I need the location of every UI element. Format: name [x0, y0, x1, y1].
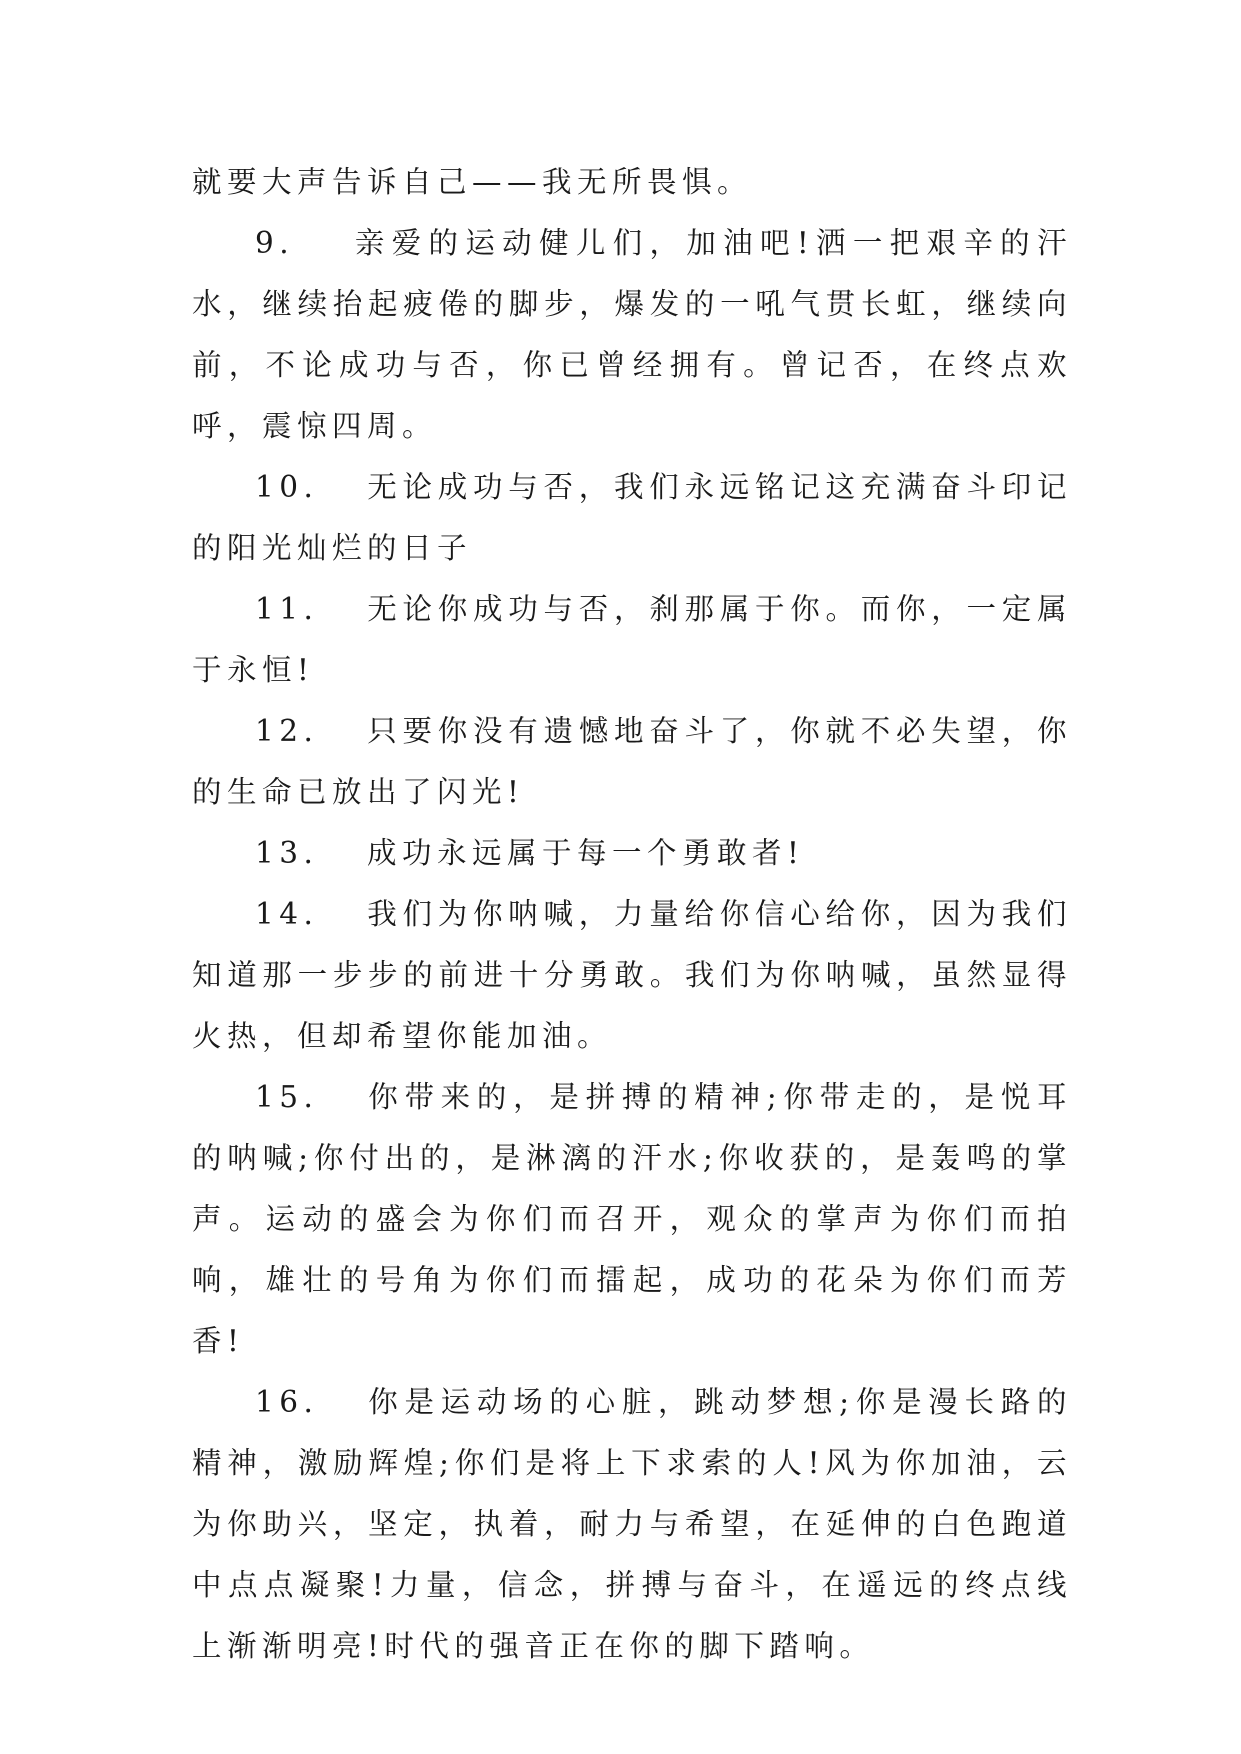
list-item-15	[192, 1067, 1072, 1372]
item-text: 亲爱的运动健儿们，加油吧!洒一把艰辛的汗水，继续抬起疲倦的脚步，爆发的一吼气贯长虹，继续向前，不论成功与否，你已曾经拥有。曾记否，在终点欢呼，震惊四周。	[192, 226, 1072, 443]
lead-line: 就要大声告诉自己——我无所畏惧。	[192, 165, 753, 199]
item-text: 我们为你呐喊，力量给你信心给你，因为我们知道那一步步的前进十分勇敢。我们为你呐喊，虽然显得火热，但却希望你能加油。	[192, 897, 1072, 1053]
item-number: 9.	[255, 226, 295, 260]
item-text: 无论成功与否，我们永远铭记这充满奋斗印记的阳光灿烂的日子	[192, 470, 1072, 565]
item-text: 成功永远属于每一个勇敢者!	[367, 836, 805, 870]
item-text: 你是运动场的心脏，跳动梦想;你是漫长路的精神，激励辉煌;你们是将上下求索的人!风为你加油，云为你助兴，坚定，执着，耐力与希望，在延伸的白色跑道中点点凝聚!力量，信念，拼搏与奋斗，在遥远的终点线上渐渐明亮!时代的强音正在你的脚下踏响。	[192, 1385, 1072, 1663]
item-number: 13.	[255, 836, 319, 870]
item-number: 16.	[255, 1385, 319, 1419]
list-item-12	[192, 701, 1072, 823]
item-text: 只要你没有遗憾地奋斗了，你就不必失望，你的生命已放出了闪光!	[192, 714, 1072, 809]
item-number: 14.	[255, 897, 319, 931]
list-item-11	[192, 579, 1072, 701]
list-item-9	[192, 213, 1072, 457]
list-item-14	[192, 884, 1072, 1067]
item-number: 11.	[255, 592, 319, 626]
item-text: 无论你成功与否，刹那属于你。而你，一定属于永恒!	[192, 592, 1072, 687]
list-item-13	[192, 823, 1072, 884]
document-body	[192, 152, 1072, 1677]
item-number: 15.	[255, 1080, 319, 1114]
item-text: 你带来的，是拼搏的精神;你带走的，是悦耳的呐喊;你付出的，是淋漓的汗水;你收获的，是轰鸣的掌声。运动的盛会为你们而召开，观众的掌声为你们而拍响，雄壮的号角为你们而擂起，成功的花朵为你们而芳香!	[192, 1080, 1072, 1358]
item-number: 10.	[255, 470, 319, 504]
list-item-10	[192, 457, 1072, 579]
list-item-16	[192, 1372, 1072, 1677]
item-number: 12.	[255, 714, 319, 748]
